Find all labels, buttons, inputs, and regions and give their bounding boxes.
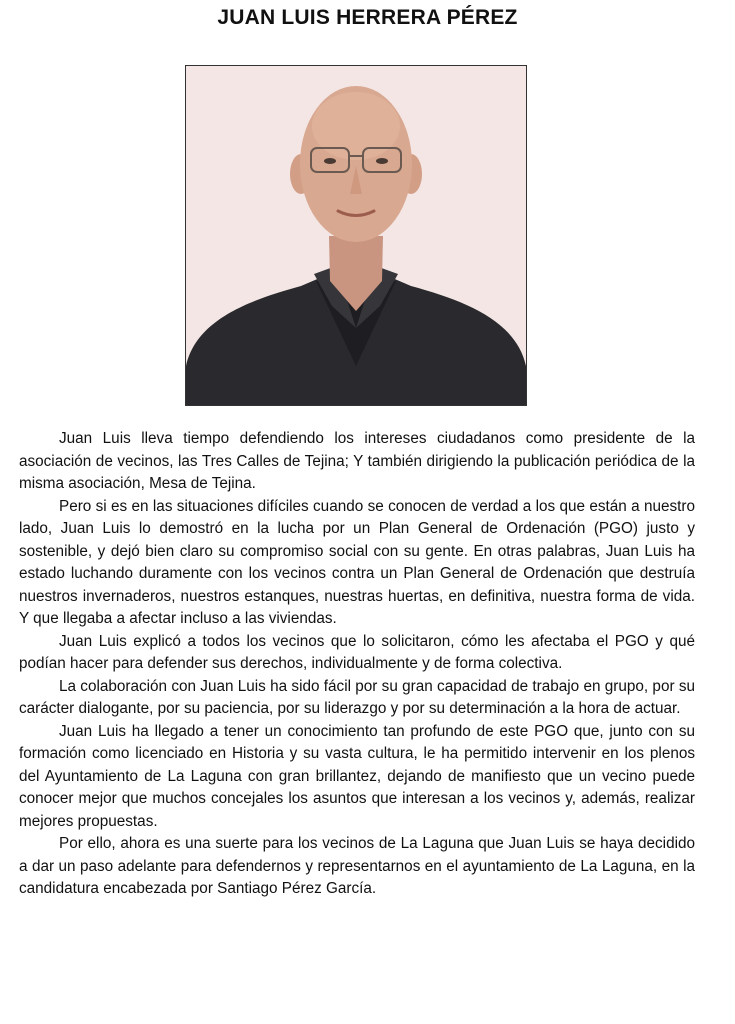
portrait-photo bbox=[185, 65, 527, 406]
paragraph: Por ello, ahora es una suerte para los vecinos de La Laguna que Juan Luis se haya decidido a dar un paso adelante para defendernos y representarnos en el ayuntamiento de La Laguna, en la candidatura encabezada por Santiago Pérez García. bbox=[19, 835, 695, 897]
biography-text bbox=[19, 428, 695, 901]
paragraph: Juan Luis ha llegado a tener un conocimiento tan profundo de este PGO que, junto con su formación como licenciado en Historia y su vasta cultura, le ha permitido intervenir en los plenos del Ayuntamiento de La Laguna con gran brillantez, dejando de manifiesto que un vecino puede conocer mejor que muchos concejales los asuntos que interesan a los vecinos y, además, realizar mejores propuestas. bbox=[19, 722, 695, 830]
paragraph: La colaboración con Juan Luis ha sido fácil por su gran capacidad de trabajo en grupo, por su carácter dialogante, por su paciencia, por su liderazgo y por su determinación a la hora de actuar. bbox=[19, 677, 695, 717]
paragraph: Juan Luis lleva tiempo defendiendo los intereses ciudadanos como presidente de la asociación de vecinos, las Tres Calles de Tejina; Y también dirigiendo la publicación periódica de la misma asociación, Mesa de Tejina. bbox=[19, 430, 695, 492]
page-title: JUAN LUIS HERRERA PÉREZ bbox=[217, 6, 518, 29]
paragraph: Pero si es en las situaciones difíciles cuando se conocen de verdad a los que están a nuestro lado, Juan Luis lo demostró en la lucha por un Plan General de Ordenación (PGO) justo y sostenible, y dejó bien claro su compromiso social con su gente. En otras palabras, Juan Luis ha estado luchando duramente con los vecinos contra un Plan General de Ordenación que destruía nuestros invernaderos, nuestros estanques, nuestras huertas, en definitiva, nuestra forma de vida. Y que llegaba a afectar incluso a las viviendas. bbox=[19, 497, 695, 627]
paragraph: Juan Luis explicó a todos los vecinos que lo solicitaron, cómo les afectaba el PGO y qué podían hacer para defender sus derechos, individualmente y de forma colectiva. bbox=[19, 632, 695, 672]
